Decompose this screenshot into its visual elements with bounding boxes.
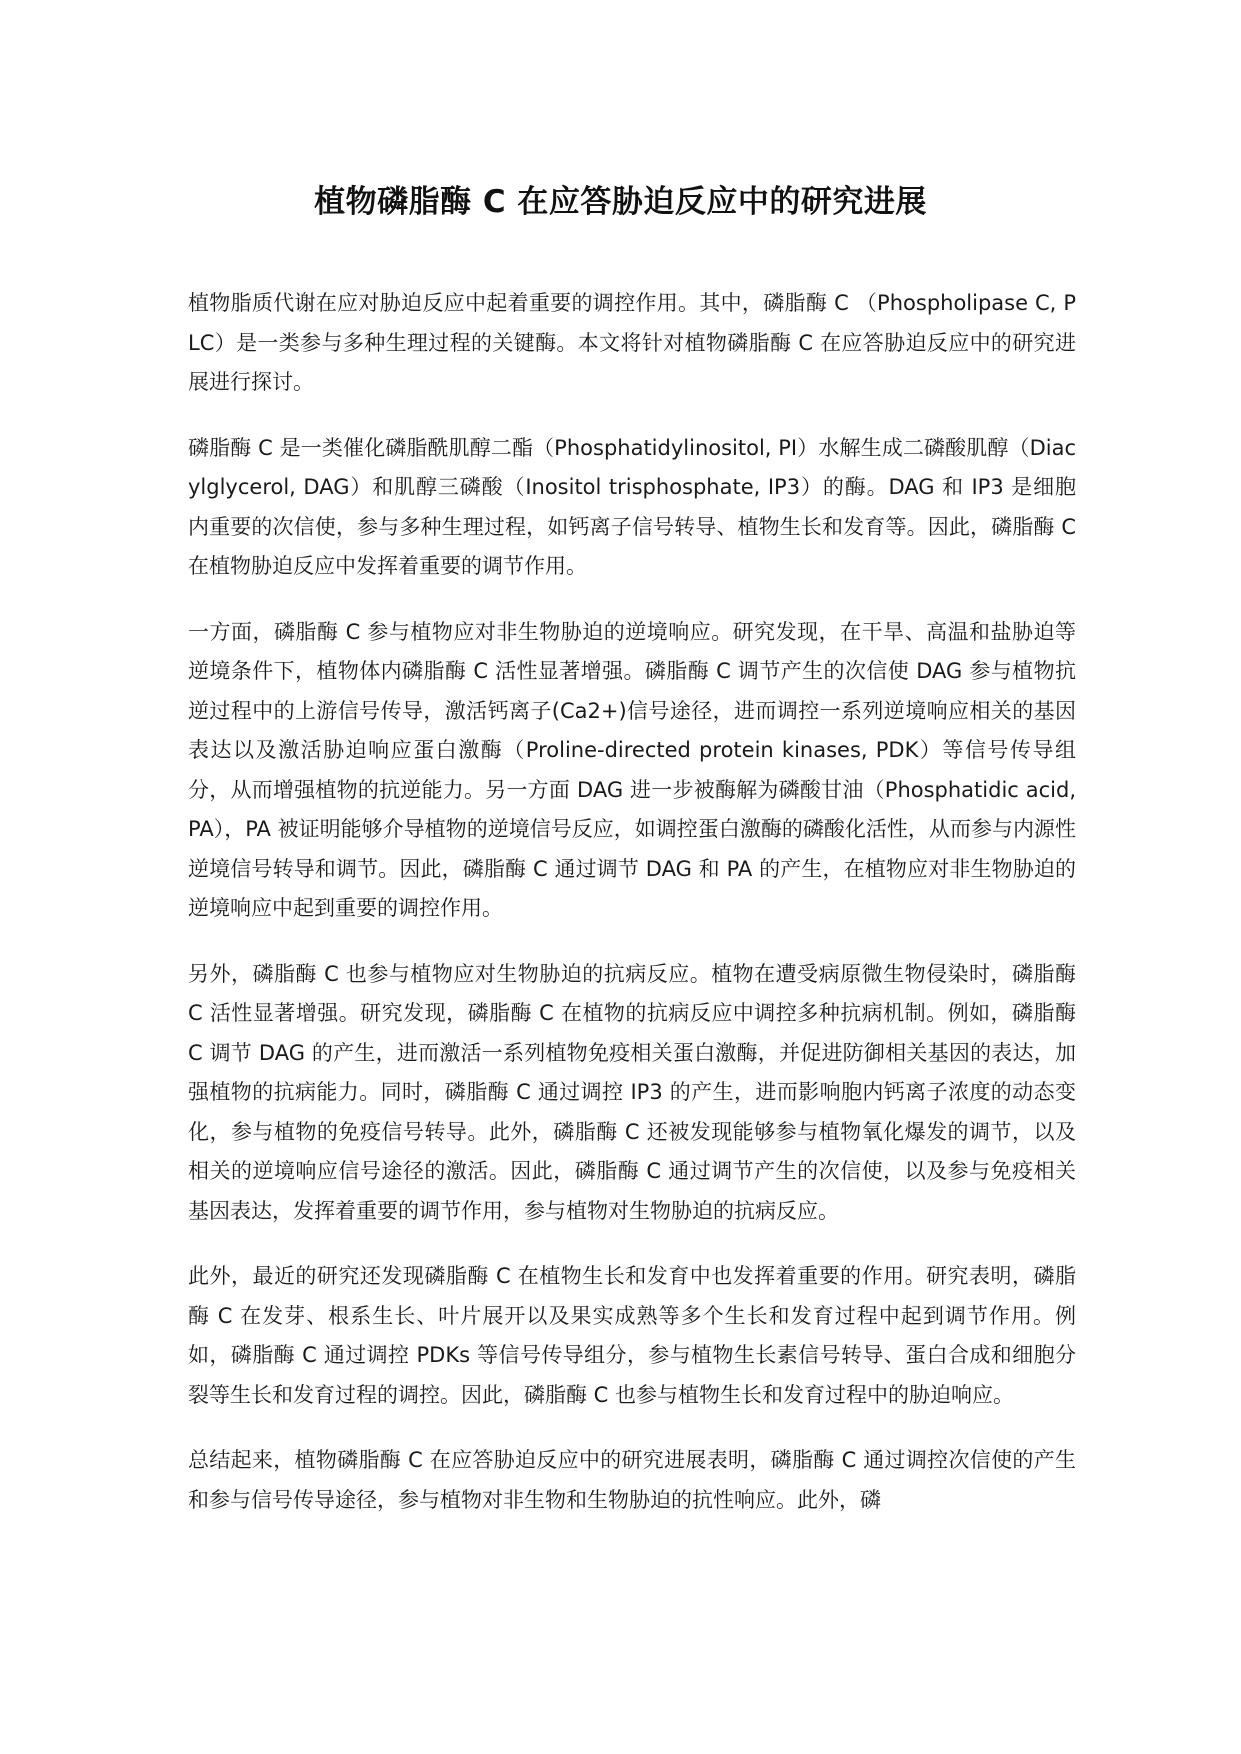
document-body (188, 284, 1076, 1546)
paragraph-intro: 植物脂质代谢在应对胁迫反应中起着重要的调控作用。其中，磷脂酶 C （Phospholipase C, PLC）是一类参与多种生理过程的关键酶。本文将针对植物磷脂酶 C 在应答胁迫反应中的研究进展进行探讨。 (188, 291, 1076, 394)
paragraph-biotic-stress: 另外，磷脂酶 C 也参与植物应对生物胁迫的抗病反应。植物在遭受病原微生物侵染时，磷脂酶 C 活性显著增强。研究发现，磷脂酶 C 在植物的抗病反应中调控多种抗病机制。例如，磷脂酶 C 调节 DAG 的产生，进而激活一系列植物免疫相关蛋白激酶，并促进防御相关基因的表达，加强植物的抗病能力。同时，磷脂酶 C 通过调控 IP3 的产生，进而影响胞内钙离子浓度的动态变化，参与植物的免疫信号转导。此外，磷脂酶 C 还被发现能够参与植物氧化爆发的调节，以及相关的逆境响应信号途径的激活。因此，磷脂酶 C 通过调节产生的次信使，以及参与免疫相关基因表达，发挥着重要的调节作用，参与植物对生物胁迫的抗病反应。 (188, 961, 1076, 1223)
paragraph-plc-definition: 磷脂酶 C 是一类催化磷脂酰肌醇二酯（Phosphatidylinositol, PI）水解生成二磷酸肌醇（Diacylglycerol, DAG）和肌醇三磷酸（Inositol trisphosphate, IP3）的酶。DAG 和 IP3 是细胞内重要的次信使，参与多种生理过程，如钙离子信号转导、植物生长和发育等。因此，磷脂酶 C 在植物胁迫反应中发挥着重要的调节作用。 (188, 435, 1076, 578)
paragraph-growth-development: 此外，最近的研究还发现磷脂酶 C 在植物生长和发育中也发挥着重要的作用。研究表明，磷脂酶 C 在发芽、根系生长、叶片展开以及果实成熟等多个生长和发育过程中起到调节作用。例如，磷脂酶 C 通过调控 PDKs 等信号传导组分，参与植物生长素信号转导、蛋白合成和细胞分裂等生长和发育过程的调控。因此，磷脂酶 C 也参与植物生长和发育过程中的胁迫响应。 (188, 1264, 1076, 1407)
paragraph-abiotic-stress: 一方面，磷脂酶 C 参与植物应对非生物胁迫的逆境响应。研究发现，在干旱、高温和盐胁迫等逆境条件下，植物体内磷脂酶 C 活性显著增强。磷脂酶 C 调节产生的次信使 DAG 参与植物抗逆过程中的上游信号传导，激活钙离子(Ca2+)信号途径，进而调控一系列逆境响应相关的基因表达以及激活胁迫响应蛋白激酶（Proline-directed protein kinases, PDK）等信号传导组分，从而增强植物的抗逆能力。另一方面 DAG 进一步被酶解为磷酸甘油（Phosphatidic acid, PA），PA 被证明能够介导植物的逆境信号反应，如调控蛋白激酶的磷酸化活性，从而参与内源性逆境信号转导和调节。因此，磷脂酶 C 通过调节 DAG 和 PA 的产生，在植物应对非生物胁迫的逆境响应中起到重要的调控作用。 (188, 619, 1076, 920)
paragraph-summary: 总结起来，植物磷脂酶 C 在应答胁迫反应中的研究进展表明，磷脂酶 C 通过调控次信使的产生和参与信号传导途径，参与植物对非生物和生物胁迫的抗性响应。此外，磷 (188, 1448, 1076, 1512)
document-title: 植物磷脂酶 C 在应答胁迫反应中的研究进展 (314, 184, 927, 220)
